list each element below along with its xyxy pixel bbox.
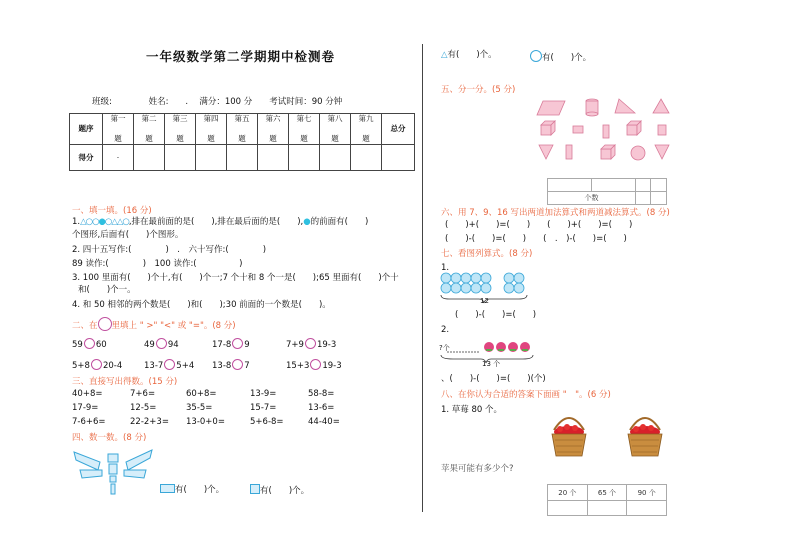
score-col: 第三 题	[165, 114, 196, 145]
q2-line-2: 89 读作:( ) 100 读作:( )	[72, 259, 243, 269]
score-cell[interactable]	[196, 145, 227, 171]
compare-circle[interactable]	[156, 338, 167, 349]
strawberry-baskets-figure	[550, 410, 670, 462]
count-squares: 有( )个。	[250, 484, 309, 497]
score-cell[interactable]	[351, 145, 382, 171]
option-cell[interactable]: 20 个	[548, 485, 588, 501]
section-8-heading: 八、在你认为合适的答案下面画 " "。(6 分)	[441, 390, 611, 400]
count-triangles: △有( )个。	[441, 50, 497, 60]
sort-table: 个数	[547, 178, 667, 205]
section-2-heading: 二、在 里填上 " >" "<" 或 "="。(8 分)	[72, 317, 236, 331]
q7-2-total: 13 个	[482, 360, 501, 368]
compare-circle[interactable]	[84, 338, 95, 349]
q1-line-2: 个图形,后面有( )个图形。	[72, 230, 184, 240]
section-3-heading: 三、直接写出得数。(15 分)	[72, 377, 178, 387]
bubbles-figure	[439, 272, 533, 312]
q7-1-equation: ( )-( )=( )	[455, 310, 537, 320]
q8-1: 1. 草莓 80 个。	[441, 405, 503, 415]
score-cell[interactable]	[134, 145, 165, 171]
answer-options-table	[547, 484, 667, 516]
filled-circle-icon: ●	[303, 217, 311, 227]
q7-2-unknown: ?个	[439, 344, 450, 352]
option-cell[interactable]: 65 个	[587, 485, 627, 501]
section-6-heading: 六、用 7、9、16 写出两道加法算式和两道减法算式。(8 分)	[441, 208, 670, 218]
score-col: 第九 题	[351, 114, 382, 145]
section-1-heading: 一、填一填。(16 分)	[72, 206, 152, 216]
option-cell[interactable]: 90 个	[627, 485, 667, 501]
q2-line-1: 2. 四十五写作:( ) . 六十写作:( )	[72, 245, 267, 255]
score-cell[interactable]	[258, 145, 289, 171]
dragonfly-shape-figure	[72, 444, 154, 496]
score-col: 第一 题	[103, 114, 134, 145]
q3-line-1: 3. 100 里面有( )个十,有( )个一;7 个十和 8 个一是( );65 里面有( )个十	[72, 273, 399, 283]
score-header-label: 题序	[70, 114, 103, 145]
compare-circle[interactable]	[232, 359, 243, 370]
section-4-heading: 四、数一数。(8 分)	[72, 433, 147, 443]
q1-line: 1.△○○●○△△○,排在最前面的是( ),排在最后面的是( ),●的前面有( )	[72, 217, 369, 227]
score-total-label: 总分	[382, 114, 415, 145]
compare-circle[interactable]	[305, 338, 316, 349]
q7-1-total: 12	[480, 297, 489, 305]
solid-shapes-figure	[535, 97, 675, 165]
equation-row-1: ( )+( )=( ) ( )+( )=( )	[445, 220, 633, 230]
score-col: 第七 题	[289, 114, 320, 145]
q7-1-number: 1.	[441, 263, 450, 273]
score-col: 第四 题	[196, 114, 227, 145]
equation-row-2: ( )-( )=( ) ( . )-( )=( )	[445, 234, 627, 244]
score-cell[interactable]	[165, 145, 196, 171]
q7-2-number: 2.	[441, 325, 450, 335]
square-icon	[250, 484, 260, 494]
info-line: 班级: 姓名: . 满分：100 分 考试时间：90 分钟	[92, 97, 343, 107]
section-7-heading: 七、看图列算式。(8 分)	[441, 249, 533, 259]
page-title: 一年级数学第二学期期中检测卷	[146, 49, 336, 64]
q8-question: 苹果可能有多少个?	[441, 464, 514, 474]
score-col: 第二 题	[134, 114, 165, 145]
compare-circle[interactable]	[232, 338, 243, 349]
count-circles: 有( )个。	[530, 50, 591, 64]
triangle-icon: △	[441, 50, 448, 60]
score-col: 第六 题	[258, 114, 289, 145]
count-rectangles: 有( )个。	[160, 484, 224, 496]
score-col: 第五 题	[227, 114, 258, 145]
section-5-heading: 五、分一分。(5 分)	[441, 85, 516, 95]
score-cell[interactable]	[320, 145, 351, 171]
q7-2-equation: 、( )-( )=( )(个)	[441, 374, 546, 384]
circle-icon	[530, 50, 542, 62]
circle-icon	[98, 317, 112, 331]
compare-circle[interactable]	[91, 359, 102, 370]
q4-line: 4. 和 50 相邻的两个数是( )和( );30 前面的一个数是( )。	[72, 300, 331, 310]
q3-line-2: 和( )个一。	[78, 285, 136, 295]
rectangle-icon	[160, 484, 175, 493]
score-table	[69, 113, 415, 171]
compare-circle[interactable]	[310, 359, 321, 370]
score-cell[interactable]	[382, 145, 415, 171]
score-cell[interactable]	[227, 145, 258, 171]
score-col: 第八 题	[320, 114, 351, 145]
score-cell[interactable]: -	[103, 145, 134, 171]
shape-sequence-icon: △○○●○△△○	[80, 217, 129, 227]
column-divider	[422, 44, 423, 512]
score-row-label: 得分	[70, 145, 103, 171]
score-cell[interactable]	[289, 145, 320, 171]
compare-circle[interactable]	[164, 359, 175, 370]
